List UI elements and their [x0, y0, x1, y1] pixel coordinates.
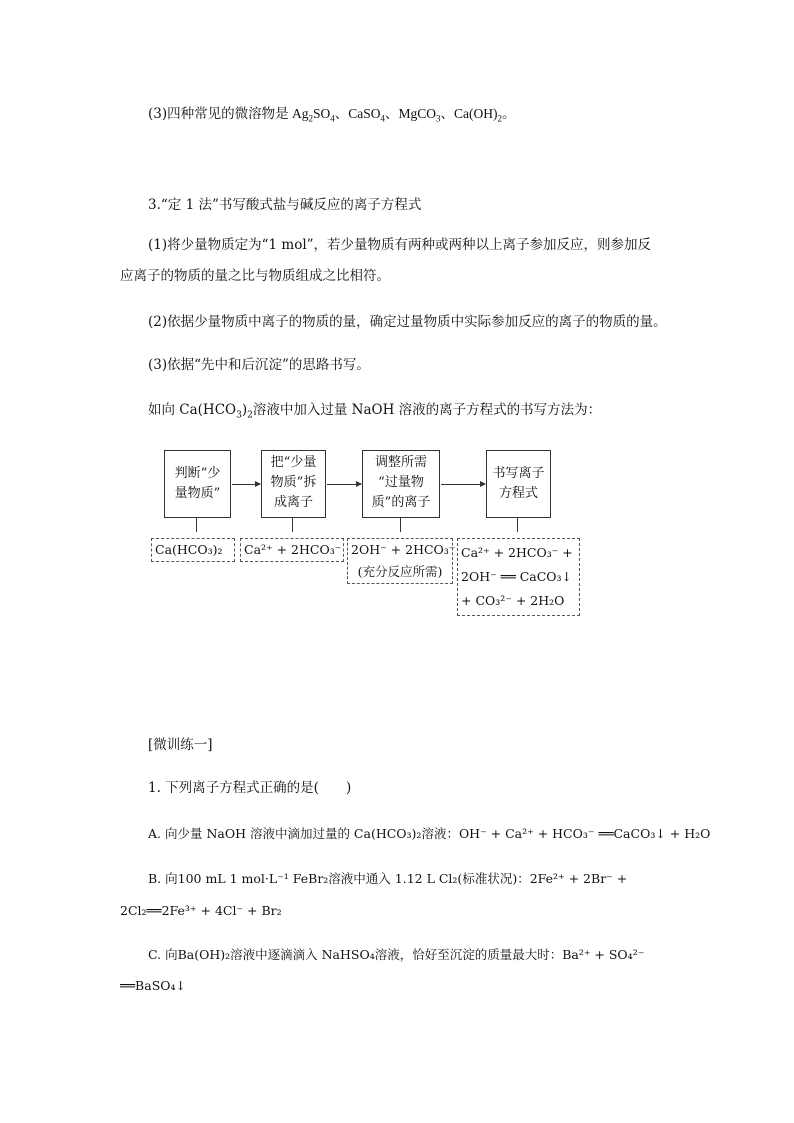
example-line	[148, 401, 601, 419]
option-b-line1: B. 向100 mL 1 mol·L⁻¹ FeBr₂溶液中通入 1.12 L Cl₂(标准状况)：2Fe²⁺ + 2Br⁻ +	[148, 871, 628, 886]
item3-formula	[289, 106, 516, 124]
f0: Ag	[292, 106, 309, 121]
item3-text: (3)四种常见的微溶物是	[148, 106, 289, 122]
f5: 4	[380, 113, 386, 124]
d4-l2: 2OH⁻ ══ CaCO₃↓	[461, 569, 573, 584]
d3-l1: 2OH⁻ + 2HCO₃⁻	[351, 542, 456, 557]
box2-l1: 把“少量	[270, 455, 317, 470]
flow-box-2	[261, 450, 326, 518]
step3: (3)依据“先中和后沉淀”的思路书写。	[148, 357, 370, 373]
step2: (2)依据少量物质中离子的物质的量，确定过量物质中实际参加反应的离子的物质的量。	[148, 314, 667, 330]
flow-detail-4	[457, 538, 580, 616]
option-c-line2: ══BaSO₄↓	[120, 978, 186, 993]
heading-3: 3.“定 1 法”书写酸式盐与碱反应的离子方程式	[148, 197, 422, 213]
flow-detail-3	[347, 538, 456, 584]
flow-box-1	[164, 450, 231, 518]
step1-line2: 应离子的物质的量之比与物质组成之比相符。	[120, 268, 390, 284]
box4-l2: 方程式	[498, 486, 538, 501]
question-1: 1. 下列离子方程式正确的是( )	[148, 780, 352, 796]
f1: 2	[308, 113, 313, 124]
f4: 、CaSO	[334, 106, 381, 121]
box4-l1: 书写离子	[492, 466, 545, 481]
example-tail: 溶液中加入过量 NaOH 溶液的离子方程式的书写方法为：	[252, 402, 602, 418]
f10: 。	[502, 106, 516, 121]
tick-3	[400, 518, 401, 532]
arrow-2	[327, 484, 361, 485]
section3-item3	[148, 105, 516, 123]
example-pre: 如向 Ca(HCO	[148, 402, 237, 418]
arrow-3	[441, 484, 485, 485]
d4-l1: Ca²⁺ + 2HCO₃⁻ +	[461, 545, 573, 560]
d2-text: Ca²⁺ + 2HCO₃⁻	[244, 542, 342, 557]
box2-l3: 成离子	[273, 495, 313, 510]
flow-detail-1	[151, 538, 235, 562]
d3-l2: (充分反应所需)	[357, 564, 443, 579]
box3-l3: 质”的离子	[371, 495, 431, 510]
f8: 、Ca(OH)	[440, 106, 498, 121]
f3: 4	[330, 113, 335, 124]
box3-l1: 调整所需	[374, 455, 427, 470]
option-b-line2: 2Cl₂══2Fe³⁺ + 4Cl⁻ + Br₂	[120, 903, 282, 918]
tick-4	[517, 518, 518, 532]
f6: 、MgCO	[385, 106, 437, 121]
f7: 3	[436, 113, 441, 124]
example-sub: 3	[236, 410, 242, 421]
tick-2	[292, 518, 293, 532]
f9: 2	[497, 113, 503, 124]
option-c-line1: C. 向Ba(OH)₂溶液中逐滴滴入 NaHSO₄溶液，恰好至沉淀的质量最大时：Ba²⁺ + SO₄²⁻	[148, 947, 645, 962]
d4-l3: + CO₃²⁻ + 2H₂O	[461, 593, 565, 608]
f2: SO	[313, 106, 331, 121]
tick-1	[196, 518, 197, 532]
flow-box-4	[486, 450, 551, 518]
flow-box-3	[362, 450, 440, 518]
step1-line1: (1)将少量物质定为“1 mol”，若少量物质有两种或两种以上离子参加反应，则参加反	[148, 237, 652, 253]
box3-l2: “过量物	[378, 475, 424, 490]
box1-l1: 判断“少	[174, 466, 221, 481]
box1-l2: 量物质”	[174, 486, 221, 501]
d1-text: Ca(HCO₃)₂	[155, 542, 223, 557]
practice-title: [微训练一]	[148, 737, 213, 753]
arrow-1	[232, 484, 260, 485]
example-sub2: 2	[247, 410, 253, 421]
box2-l2: 物质”拆	[270, 475, 317, 490]
example-post: )	[241, 402, 248, 418]
option-a: A. 向少量 NaOH 溶液中滴加过量的 Ca(HCO₃)₂溶液：OH⁻ + Ca²⁺ + HCO₃⁻ ══CaCO₃↓ + H₂O	[148, 826, 711, 841]
flow-detail-2	[240, 538, 344, 562]
